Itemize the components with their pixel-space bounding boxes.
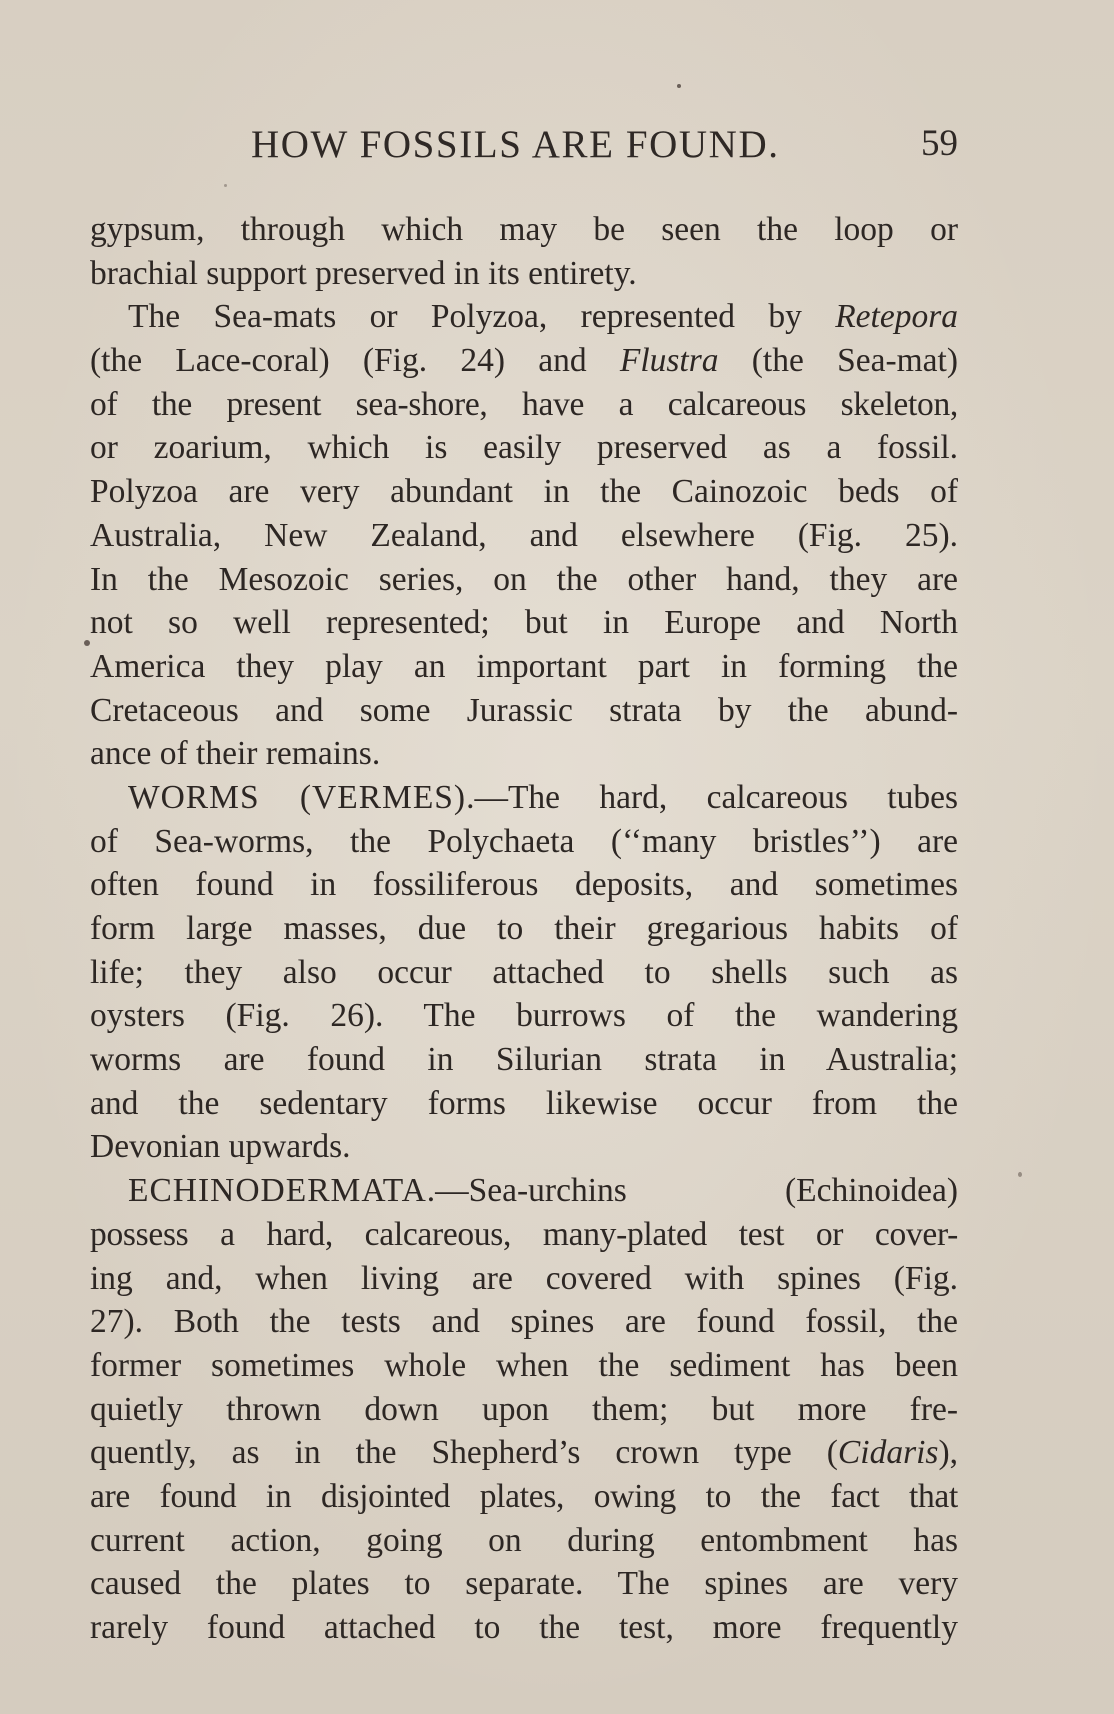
paper-speck (84, 640, 90, 646)
text-line: and the sedentary forms likewise occur from the (90, 1084, 958, 1122)
text-line: current action, going on during entombment has (90, 1521, 958, 1559)
body-text (90, 208, 958, 1650)
paper-speck (224, 184, 227, 187)
genus-name: Cidaris (837, 1434, 939, 1472)
text-line: form large masses, due to their gregarious habits of (90, 910, 958, 947)
text-line: Cretaceous and some Jurassic strata by the abund- (90, 691, 958, 729)
text-line: Australia, New Zealand, and elsewhere (Fig. 25). (90, 516, 958, 554)
text-line: worms are found in Silurian strata in Australia; (90, 1041, 958, 1079)
running-head (96, 122, 966, 178)
text-line: or zoarium, which is easily preserved as a fossil. (90, 429, 958, 467)
text-line: often found in fossiliferous deposits, and sometimes (90, 866, 958, 904)
paper-speck (677, 84, 681, 88)
text-run: (the Lace-coral) (Fig. 24) and (90, 342, 620, 380)
text-line: brachial support preserved in its entirety. (90, 254, 637, 292)
text-run: The Sea-mats or Polyzoa, represented by (128, 298, 836, 336)
text-line: are found in disjointed plates, owing to the fact that (90, 1477, 958, 1515)
text-line (90, 339, 958, 383)
text-line: 27). Both the tests and spines are found fossil, the (90, 1303, 958, 1341)
text-run: ), (938, 1434, 958, 1472)
text-run: .—Sea-urchins (Echinoidea) (426, 1172, 958, 1210)
text-line: not so well represented; but in Europe and North (90, 604, 958, 642)
genus-name: Flustra (619, 342, 719, 380)
text-line (90, 1431, 958, 1475)
text-line (90, 1169, 958, 1213)
text-line: ance of their remains. (90, 735, 381, 773)
section-heading: ECHINODERMATA (128, 1172, 427, 1210)
text-line: of the present sea-shore, have a calcareous skeleton, (90, 385, 958, 423)
text-line (90, 776, 958, 820)
text-run: quently, as in the Shepherd’s crown type ( (90, 1434, 838, 1472)
text-line: Devonian upwards. (90, 1128, 351, 1166)
text-line: quietly thrown down upon them; but more fre- (90, 1390, 958, 1428)
text-line: life; they also occur attached to shells such as (90, 953, 958, 991)
page-number: 59 (921, 123, 958, 164)
genus-name: Retepora (835, 298, 958, 336)
text-line: In the Mesozoic series, on the other hand, they are (90, 560, 958, 598)
text-line: of Sea-worms, the Polychaeta (‘‘many bristles’’) are (90, 822, 958, 860)
text-line: caused the plates to separate. The spines are very (90, 1565, 958, 1603)
text-line: former sometimes whole when the sediment has been (90, 1346, 958, 1384)
text-line: rarely found attached to the test, more frequently (90, 1609, 958, 1646)
text-line (90, 295, 958, 339)
text-line: possess a hard, calcareous, many-plated test or cover- (90, 1215, 958, 1253)
section-heading: WORMS (VERMES) (128, 778, 467, 816)
running-title: HOW FOSSILS ARE FOUND. (251, 123, 780, 166)
text-run: .—The hard, calcareous tubes (466, 778, 958, 816)
text-line: gypsum, through which may be seen the loop or (90, 211, 958, 248)
text-line: Polyzoa are very abundant in the Cainozoic beds of (90, 473, 958, 511)
paper-speck (1018, 1172, 1022, 1177)
text-line: ing and, when living are covered with spines (Fig. (90, 1259, 958, 1297)
text-line: America they play an important part in forming the (90, 647, 958, 685)
text-line: oysters (Fig. 26). The burrows of the wandering (90, 997, 958, 1035)
text-run: (the Sea-mat) (718, 342, 958, 380)
